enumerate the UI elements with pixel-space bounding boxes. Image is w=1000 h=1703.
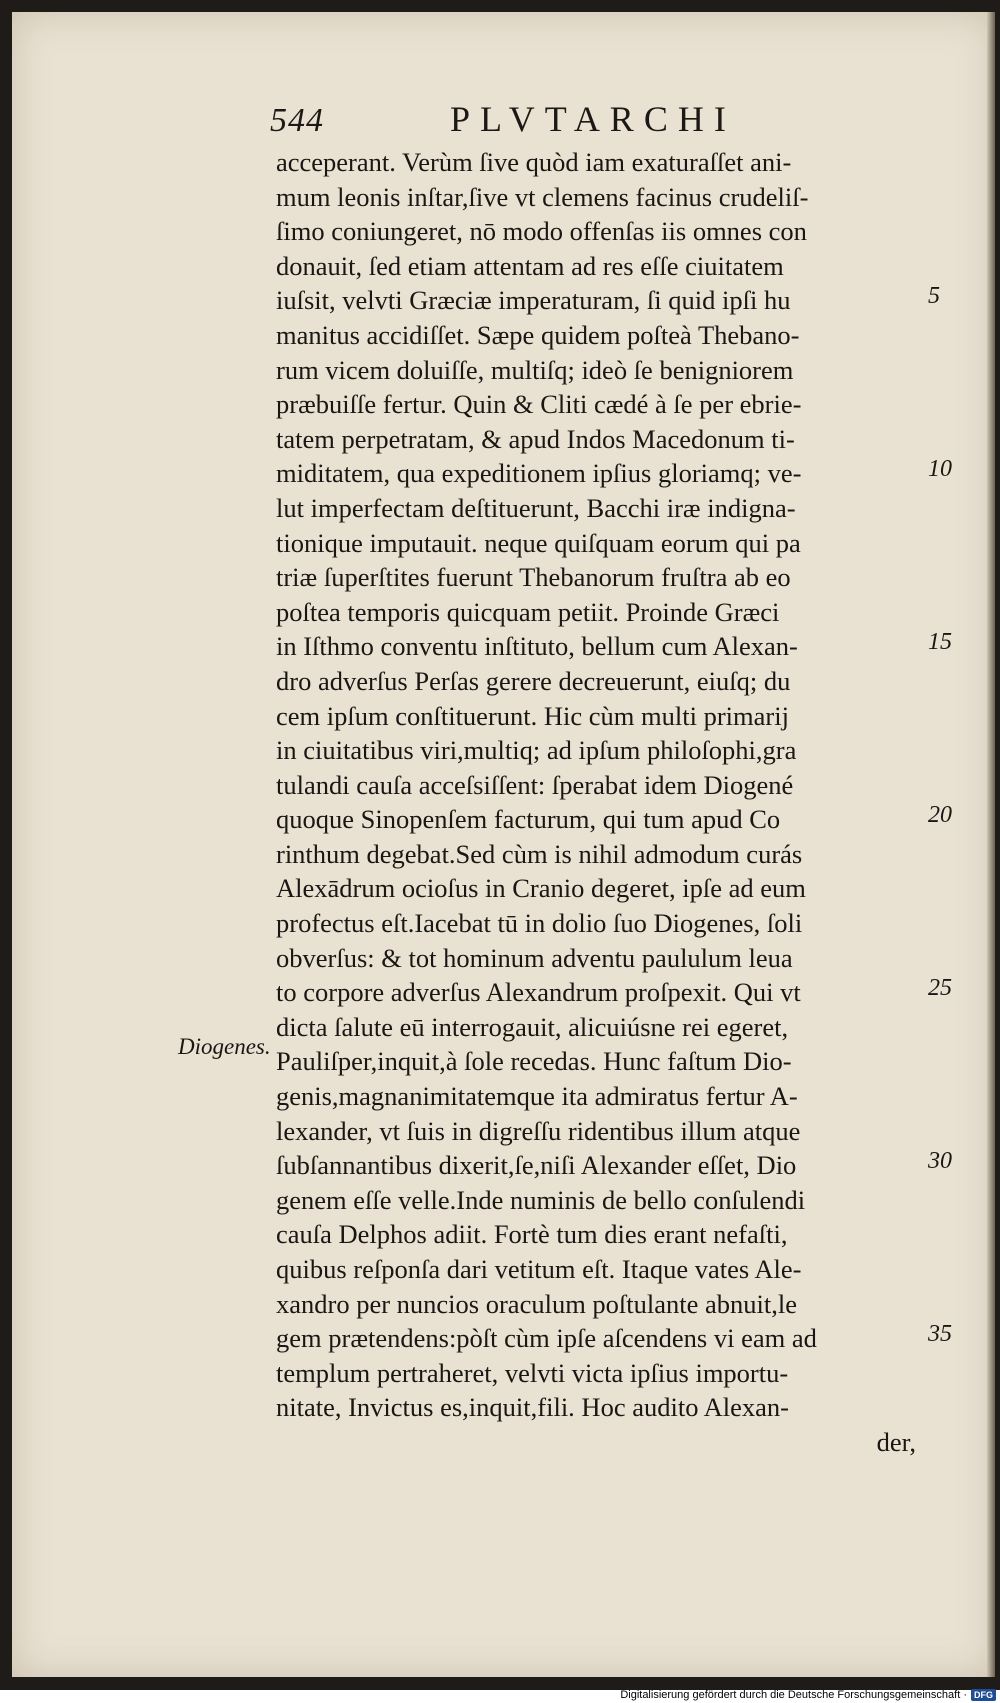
line-numbers <box>928 145 968 1348</box>
running-title: PLVTARCHI <box>450 99 736 139</box>
text-line: iuſsit, velvti Græciæ imperaturam, ſi quid ipſi hu <box>276 285 791 316</box>
text-line: profectus eſt.Iacebat tū in dolio ſuo Diogenes, ſoli <box>276 908 803 939</box>
text-line: mum leonis inſtar,ſive vt clemens facinus crudeliſ- <box>276 181 809 212</box>
text-line: nitate, Invictus es,inquit,fili. Hoc audito Alexan- <box>276 1392 789 1423</box>
text-line: rinthum degebat.Sed cùm is nihil admodum curás <box>276 838 803 869</box>
digitization-credit <box>620 1689 996 1701</box>
text-line: tionique imputauit. neque quiſquam eorum qui pa <box>276 527 801 558</box>
text-line: Alexādrum ocioſus in Cranio degeret, ipſe ad eum <box>276 873 806 904</box>
text-line: præbuiſſe fertur. Quin & Cliti cædé à ſe per ebrie- <box>276 389 802 420</box>
text-line: gem prætendens:pòſt cùm ipſe aſcendens vi eam ad <box>276 1323 817 1354</box>
credit-text: Digitalisierung gefördert durch die Deutsche Forschungsgemeinschaft · <box>620 1689 967 1701</box>
page-header <box>270 92 790 142</box>
text-line: tatem perpetratam, & apud Indos Macedonum ti- <box>276 423 795 454</box>
text-line: manitus accidiſſet. Sæpe quidem poſteà Thebano- <box>276 319 800 350</box>
page-number: 544 <box>270 102 324 139</box>
text-line: dicta ſalute eū interrogauit, alicuiúsne rei egeret, <box>276 1011 789 1042</box>
line-number: 25 <box>928 975 952 1002</box>
text-line: cem ipſum conſtituerunt. Hic cùm multi primarij <box>276 700 789 731</box>
text-line: xandro per nuncios oraculum poſtulante abnuit,le <box>276 1288 798 1319</box>
dfg-logo: DFG <box>971 1689 996 1701</box>
text-line: to corpore adverſus Alexandrum proſpexit. Qui vt <box>276 977 801 1008</box>
body-text <box>276 145 916 1460</box>
text-line: poſtea temporis quicquam petiit. Proinde Græci <box>276 596 780 627</box>
page-spine-shadow <box>987 12 995 1677</box>
text-line: cauſa Delphos adiit. Fortè tum dies erant nefaſti, <box>276 1219 788 1250</box>
text-line: dro adverſus Perſas gerere decreuerunt, eiuſq; du <box>276 665 791 696</box>
text-line: der, <box>876 1426 916 1457</box>
line-number: 35 <box>928 1321 952 1348</box>
text-line: acceperant. Verùm ſive quòd iam exaturaſſet ani- <box>276 147 792 177</box>
text-line: triæ ſuperſtites fuerunt Thebanorum fruſtra ab eo <box>276 562 791 593</box>
line-number: 10 <box>928 456 952 483</box>
text-line: lexander, vt ſuis in digreſſu ridentibus illum atque <box>276 1115 801 1146</box>
book-page <box>12 12 995 1677</box>
text-line: in ciuitatibus viri,multiq; ad ipſum philoſophi,gra <box>276 735 797 766</box>
text-line: in Iſthmo conventu inſtituto, bellum cum Alexan- <box>276 631 798 662</box>
text-line: quoque Sinopenſem facturum, qui tum apud Co <box>276 804 781 835</box>
text-line: Pauliſper,inquit,à ſole recedas. Hunc faſtum Dio- <box>276 1046 792 1077</box>
text-line: tulandi cauſa acceſsiſſent: ſperabat idem Diogené <box>276 769 794 800</box>
line-number: 20 <box>928 802 952 829</box>
text-line: genem eſſe velle.Inde numinis de bello conſulendi <box>276 1184 806 1215</box>
text-line: obverſus: & tot hominum adventu paululum leua <box>276 942 793 973</box>
text-line: templum pertraheret, velvti victa ipſius importu- <box>276 1357 789 1388</box>
text-line: miditatem, qua expeditionem ipſius gloriamq; ve- <box>276 458 802 489</box>
text-line: quibus reſponſa dari vetitum eſt. Itaque vates Ale- <box>276 1254 802 1284</box>
margin-note: Diogenes. <box>178 1034 271 1059</box>
text-line: ſubſannantibus dixerit,ſe,niſi Alexander eſſet, Dio <box>276 1150 797 1181</box>
line-number: 30 <box>928 1148 952 1175</box>
text-line: ſimo coniungeret, nō modo offenſas iis omnes con <box>276 216 807 247</box>
line-number: 15 <box>928 629 952 656</box>
line-number: 5 <box>928 283 940 310</box>
text-line: lut imperfectam deſtituerunt, Bacchi iræ indigna- <box>276 492 796 523</box>
text-line: donauit, ſed etiam attentam ad res eſſe ciuitatem <box>276 250 784 281</box>
text-line: rum vicem doluiſſe, multiſq; ideò ſe benigniorem <box>276 354 794 385</box>
text-line: genis,magnanimitatemque ita admiratus fertur A- <box>276 1081 798 1112</box>
